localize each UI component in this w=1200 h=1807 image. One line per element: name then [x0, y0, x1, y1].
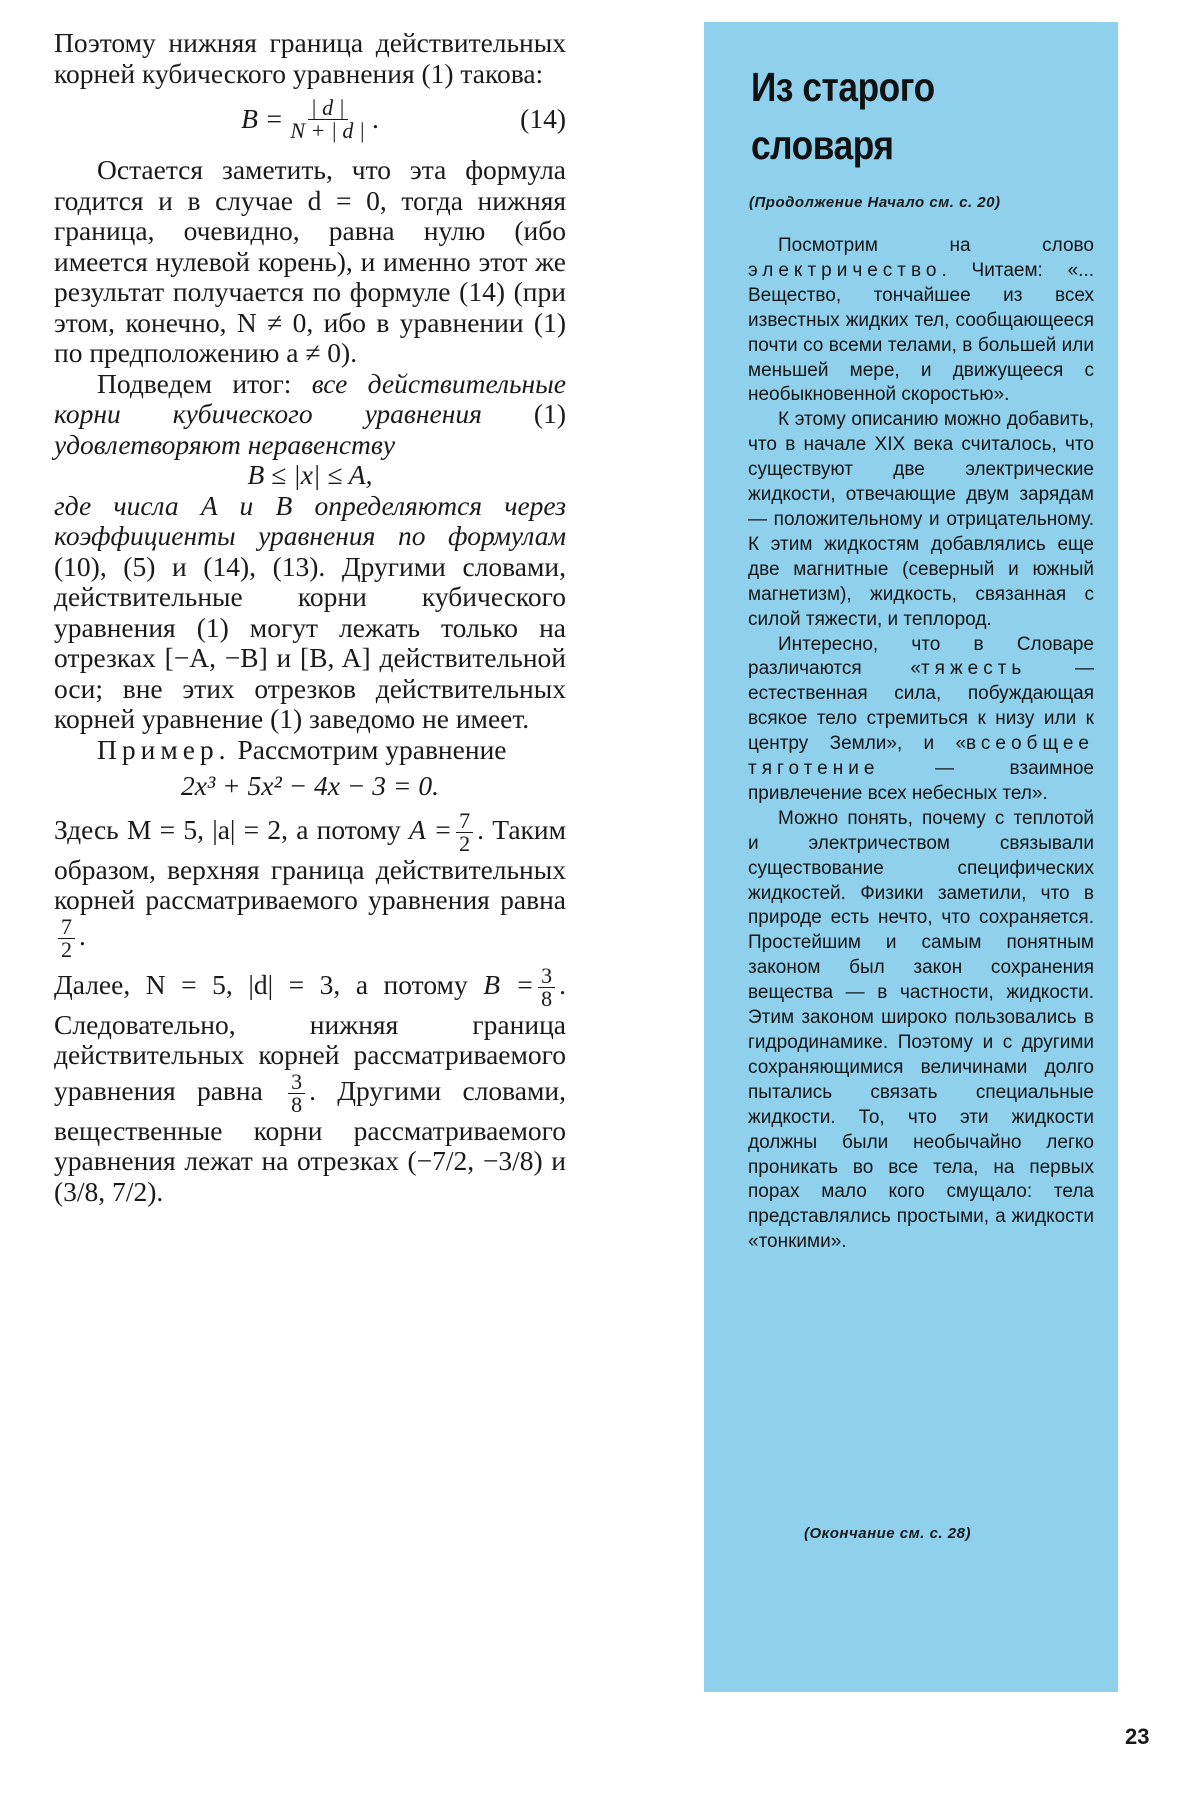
formula-14-dot: . [371, 102, 379, 134]
sidebar-paragraph-1 [748, 234, 1094, 408]
sidebar-p1-word: электричество [748, 259, 942, 281]
sidebar-paragraph-3 [748, 633, 1094, 807]
fraction-7-2-den: 2 [459, 830, 471, 856]
page-number: 23 [1125, 1724, 1150, 1749]
upper-bound-text-a: Здесь M = 5, |a| = 2, а потому [54, 813, 401, 845]
formula-14-lhs: B = [241, 102, 284, 134]
paragraph-example [54, 735, 566, 766]
paragraph-lower-bound-intro: Поэтому нижняя граница действительных корней кубического уравнения (1) такова: [54, 27, 566, 89]
summary-italic: все действительные корни кубического уравнения [54, 367, 566, 429]
formula-14-numerator: | d | [308, 97, 348, 120]
sidebar-continued-note: (Продолжение Начало см. с. 20) [749, 194, 1001, 211]
paragraph-upper-bound [54, 807, 567, 962]
sidebar-p1-a: Посмотрим на слово [778, 235, 1094, 256]
fraction-3-8-den: 8 [541, 985, 553, 1011]
fraction-3-8 [538, 962, 555, 1011]
sidebar-paragraph-4: Можно понять, почему с теплотой и электричеством связывали существование специфических жидкостей. Физики заметили, что в природе есть нечто, что сохраняется. Простейшим и самым понятным законом был закон сохранения вещества — в частности, жидкости. Этим законом широко пользовались в гидродинамике. Поэтому и с другими сохраняющимися величинами долго пытались связать специальные жидкости. То, что эти жидкости должны были необычайно легко проникать во все тела, на первых порах мало кого смущало: тела представлялись простыми, а жидкости «тонкими». [748, 807, 1094, 1253]
coefficients-italic: где числа A и B определяются через коэффициенты уравнения по формулам [54, 489, 566, 551]
fraction-7-2-second [58, 913, 75, 962]
sidebar-p3-a: Интересно, что в Словаре различаются « [748, 633, 1094, 680]
example-rest: Рассмотрим уравнение [230, 733, 507, 765]
sidebar-title: Из старого словаря [751, 64, 935, 168]
lower-bound-text-a: Далее, N = 5, |d| = 3, а потому [54, 968, 468, 1000]
sidebar-old-dictionary [704, 22, 1118, 1692]
paragraph-coefficients [54, 491, 566, 735]
upper-bound-text-b: . Таким образом, верхняя граница действительных корней рассматриваемого уравнения равна [54, 813, 567, 915]
fraction-3-8-num: 3 [538, 965, 555, 988]
sidebar-ending-note: (Окончание см. с. 28) [804, 1525, 971, 1542]
upper-bound-text-c: . [79, 919, 86, 951]
sidebar-p3-c: — взаимное привлечение всех небесных тел». [748, 758, 1094, 804]
lower-bound-text-c: . Другими словами, вещественные корни рассматриваемого уравнения лежат на отрезках (−7/2, −3/8) и (3/8, 7/2). [54, 1074, 567, 1207]
formula-14-tag: (14) [520, 103, 566, 134]
sidebar-p3-word-2: всеобщее тяготение [748, 733, 1094, 780]
fraction-3-8-second-num: 3 [288, 1071, 305, 1094]
main-text-column [54, 28, 566, 1207]
formula-14 [54, 93, 566, 145]
lower-bound-text-b: . Следовательно, нижняя граница действительных корней рассматриваемого уравнения равна [54, 968, 566, 1106]
example-equation: 2x³ + 5x² − 4x − 3 = 0. [181, 770, 439, 801]
fraction-7-2-second-den: 2 [61, 936, 72, 962]
inequality: B ≤ |x| ≤ A, [247, 459, 373, 490]
upper-bound-A-lhs: A = [409, 813, 453, 845]
sidebar-p3-b: — естественная сила, побуждающая всякое тело стремиться к низу или к центру Земли», и « [748, 658, 1095, 755]
summary-italic-2: удовлетворяют неравенству [54, 428, 396, 460]
fraction-3-8-second [288, 1068, 305, 1117]
sidebar-paragraph-2: К этому описанию можно добавить, что в начале XIX века считалось, что существуют две электрические жидкости, отвечающие двум зарядам — положительному и отрицательному. К этим жидкостям добавлялись еще две магнитные (северный и южный магнетизм), жидкость, связанная с силой тяжести, и теплород. [748, 409, 1094, 630]
fraction-3-8-second-den: 8 [291, 1091, 303, 1117]
paragraph-zero-case: Остается заметить, что эта формула годится и в случае d = 0, тогда нижняя граница, очевидно, равна нулю (ибо имеется нулевой корень), и именно этот же результат получается по формуле (14) (при этом, конечно, N ≠ 0, ибо в уравнении (1) по предположению a ≠ 0). [54, 154, 566, 368]
example-label: Пример. [97, 733, 231, 765]
sidebar-body [748, 234, 1094, 1255]
summary-lead: Подведем итог: [97, 367, 312, 399]
sidebar-p3-word-1: тяжесть [920, 658, 1027, 680]
paragraph-summary [54, 369, 566, 461]
coefficients-rest: (10), (5) и (14), (13). Другими словами, действительные корни кубического уравнения (1) могут лежать только на отрезках [−A, −B] и [B, A] действительной оси; вне этих отрезков действительных корней уравнение (1) заведомо не имеет. [54, 550, 566, 734]
formula-14-fraction [287, 94, 368, 143]
formula-14-denominator: N + | d | [290, 117, 365, 143]
fraction-7-2 [456, 807, 473, 856]
lower-bound-B-lhs: B = [483, 968, 535, 1000]
paragraph-lower-bound-example [54, 962, 567, 1208]
sidebar-p1-b: . Читаем: «... Вещество, тончайшее из всех известных жидких тел, сообщающееся почти со всеми телами, в большей или меньшей мере, и движущееся с необыкновенной скоростью». [748, 259, 1094, 406]
fraction-7-2-second-num: 7 [58, 916, 75, 939]
fraction-7-2-num: 7 [456, 810, 473, 833]
summary-ref: (1) [481, 398, 566, 429]
